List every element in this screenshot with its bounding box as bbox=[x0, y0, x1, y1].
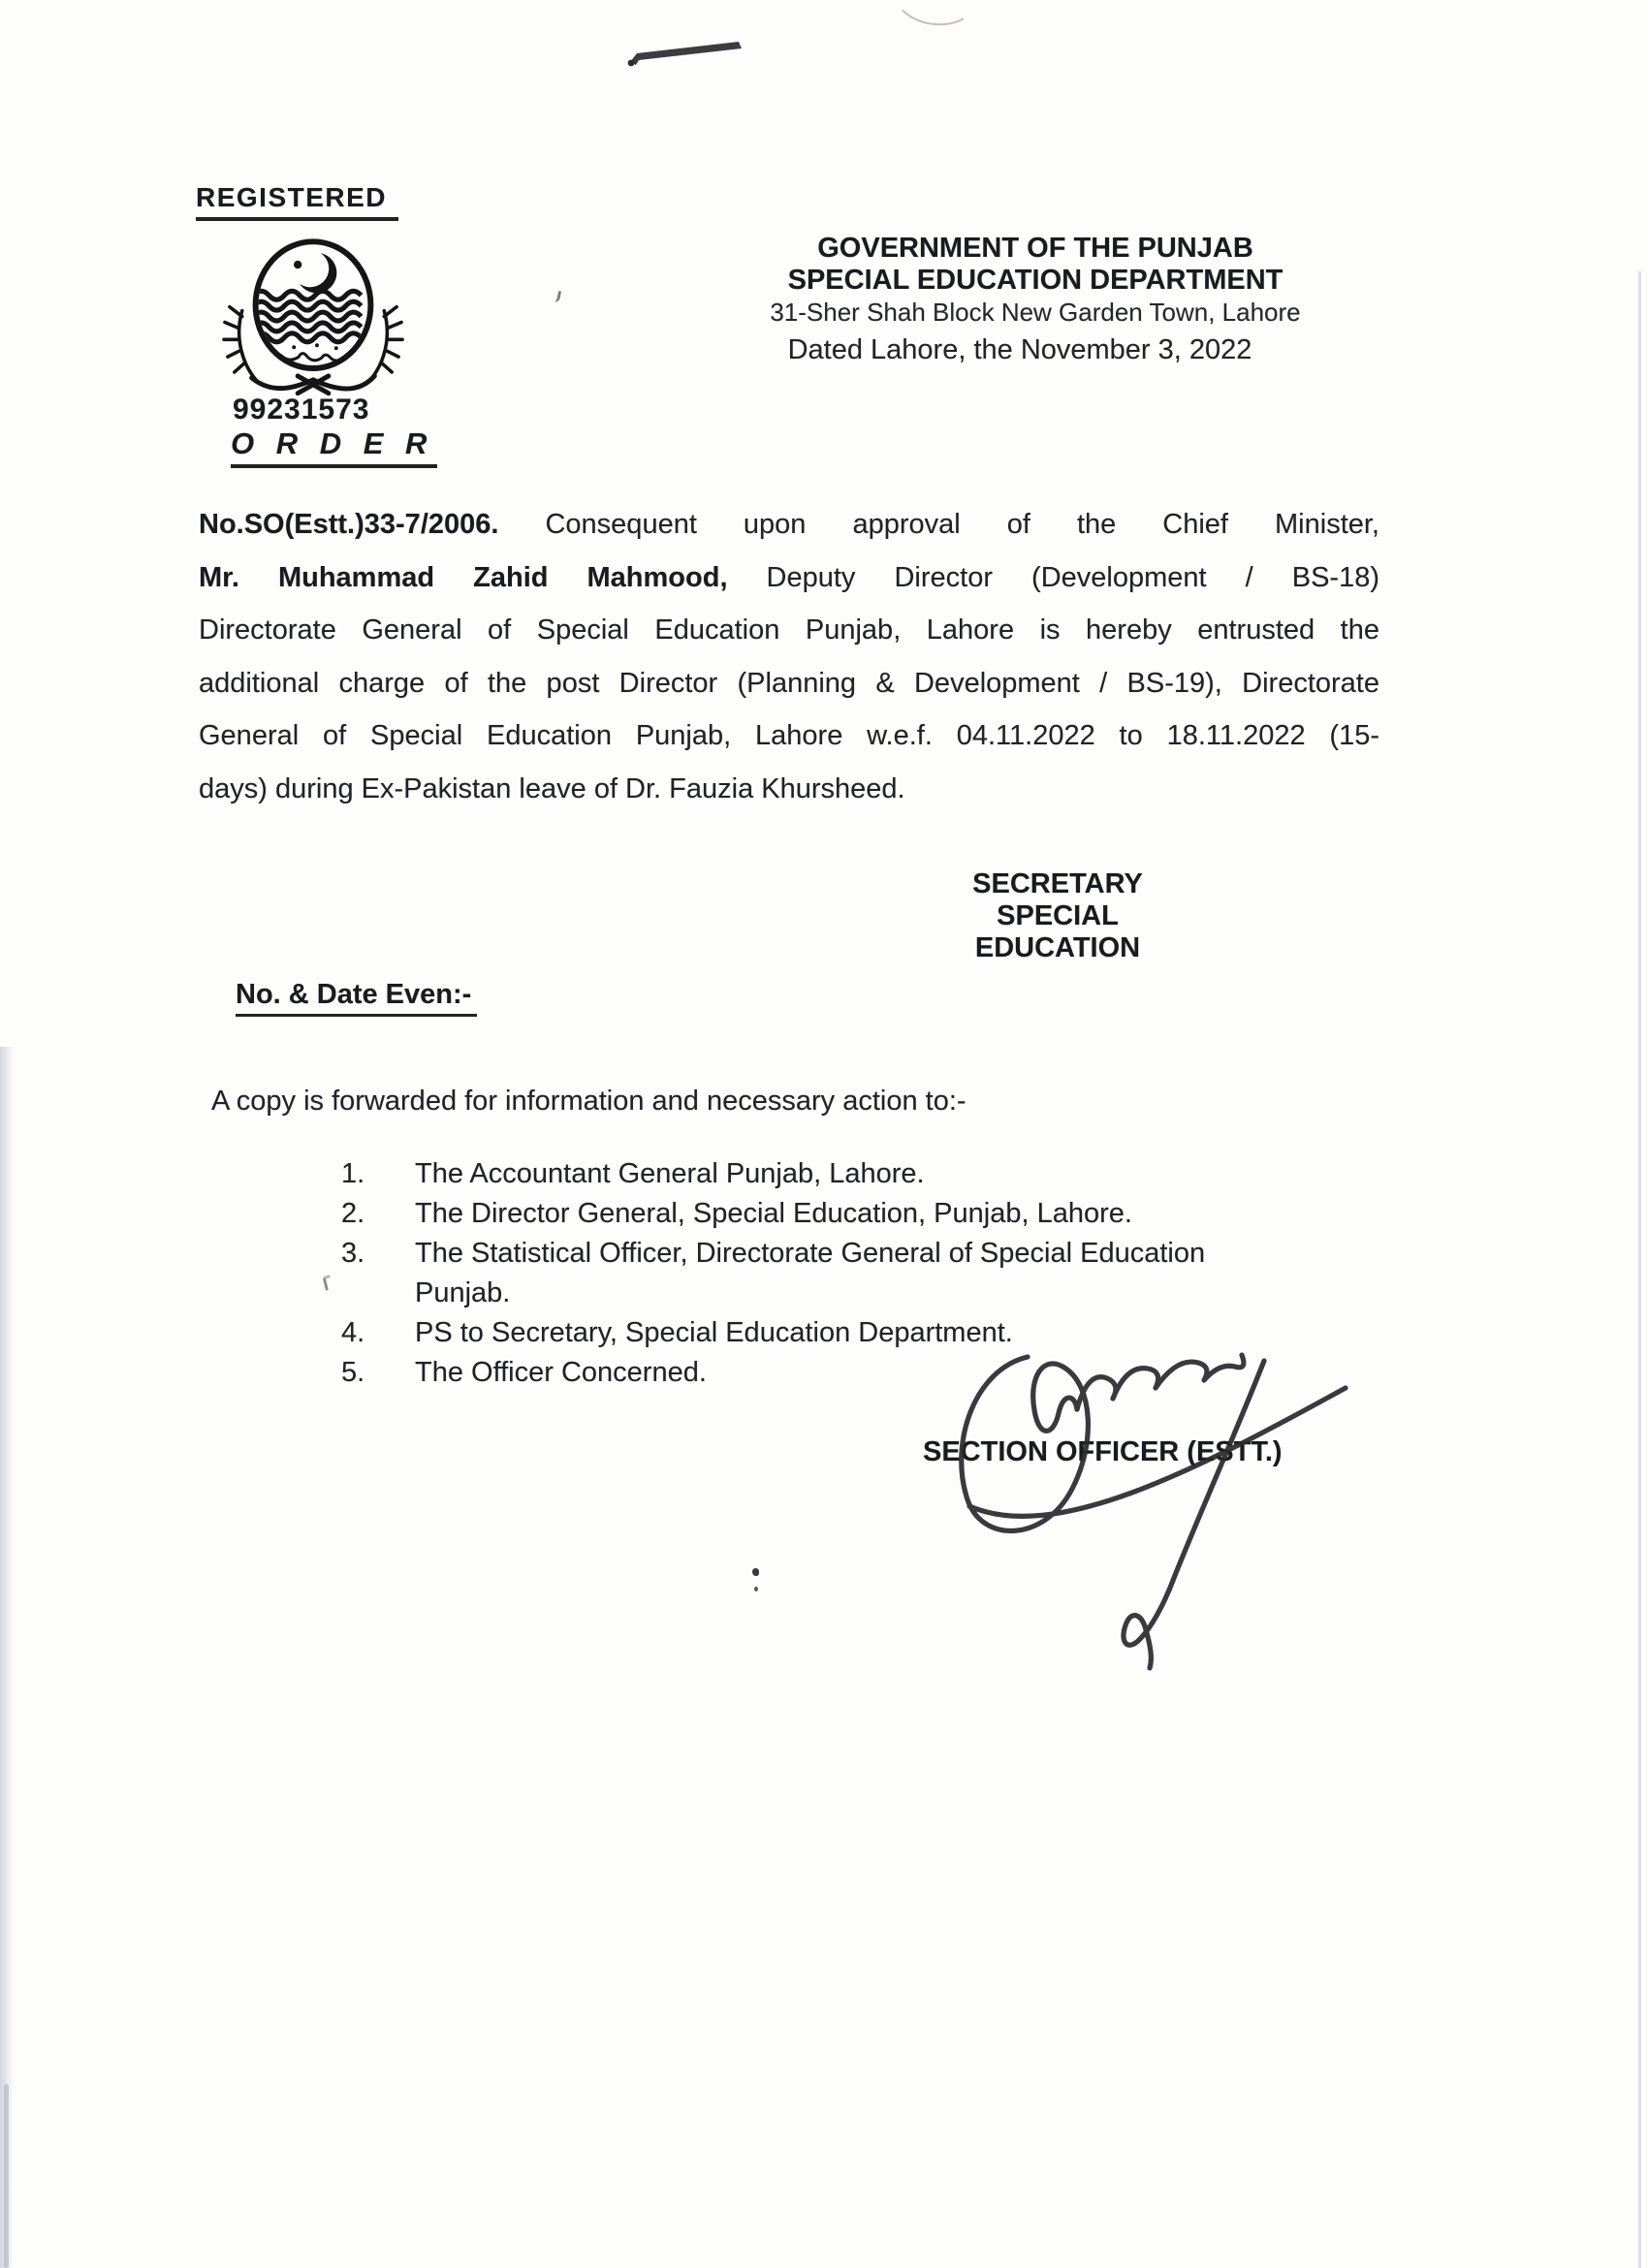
list-item: 3. The Statistical Officer, Directorate General of Special Education bbox=[341, 1238, 1206, 1269]
distribution-intro: A copy is forwarded for information and necessary action to:- bbox=[211, 1086, 967, 1117]
letter-date: Dated Lahore, the November 3, 2022 bbox=[787, 334, 1252, 365]
order-line: Directorate General of Special Education Punjab, Lahore is hereby entrusted the bbox=[199, 614, 1379, 646]
ink-dot-small bbox=[754, 1587, 758, 1591]
order-line: days) during Ex-Pakistan leave of Dr. Fauzia Khursheed. bbox=[199, 772, 905, 804]
list-item: 5. The Officer Concerned. bbox=[341, 1357, 707, 1388]
signatory-title: SECRETARY bbox=[972, 868, 1143, 899]
punjab-government-crest-logo bbox=[217, 235, 409, 405]
scan-edge-left-shadow bbox=[4, 2084, 9, 2268]
registered-stamp: REGISTERED bbox=[196, 182, 398, 221]
order-line: No.SO(Estt.)33-7/2006. Consequent upon approval of the Chief Minister, bbox=[199, 509, 1379, 540]
order-heading: O R D E R bbox=[231, 426, 437, 468]
department-address: 31-Sher Shah Block New Garden Town, Lahore bbox=[770, 298, 1301, 327]
order-line: General of Special Education Punjab, Lahore w.e.f. 04.11.2022 to 18.11.2022 (15- bbox=[199, 720, 1379, 751]
ink-speck bbox=[555, 291, 561, 303]
pen-stroke-mark bbox=[624, 39, 750, 72]
order-body-paragraph bbox=[199, 498, 1379, 815]
list-item: 2. The Director General, Special Education, Punjab, Lahore. bbox=[341, 1198, 1132, 1229]
reference-heading: No. & Date Even:- bbox=[236, 979, 477, 1017]
section-officer-title: SECTION OFFICER (ESTT.) bbox=[923, 1436, 1283, 1467]
order-line: additional charge of the post Director (Planning & Development / BS-19), Directorate bbox=[199, 667, 1379, 699]
list-item: 1. The Accountant General Punjab, Lahore. bbox=[341, 1158, 925, 1189]
ink-dot bbox=[752, 1568, 759, 1576]
handwritten-signature bbox=[931, 1316, 1357, 1671]
page-curl-mark bbox=[890, 0, 981, 31]
order-line: Mr. Muhammad Zahid Mahmood, Deputy Director (Development / BS-18) bbox=[199, 561, 1379, 593]
government-name: GOVERNMENT OF THE PUNJAB bbox=[817, 233, 1253, 264]
list-item-continuation: Punjab. bbox=[415, 1277, 511, 1308]
list-item: 4. PS to Secretary, Special Education Department. bbox=[341, 1317, 1013, 1348]
registration-number: 99231573 bbox=[233, 394, 370, 425]
department-name: SPECIAL EDUCATION DEPARTMENT bbox=[787, 265, 1284, 296]
scan-edge-right bbox=[1638, 271, 1641, 2268]
stray-tick-mark bbox=[322, 1275, 333, 1290]
signatory-department: SPECIAL EDUCATION bbox=[974, 900, 1141, 963]
secretary-signatory-block bbox=[919, 868, 1196, 964]
officer-name-bold: Mr. Muhammad Zahid Mahmood, bbox=[199, 561, 728, 593]
order-ref-bold: No.SO(Estt.)33-7/2006. bbox=[199, 509, 499, 540]
department-header bbox=[754, 233, 1316, 366]
